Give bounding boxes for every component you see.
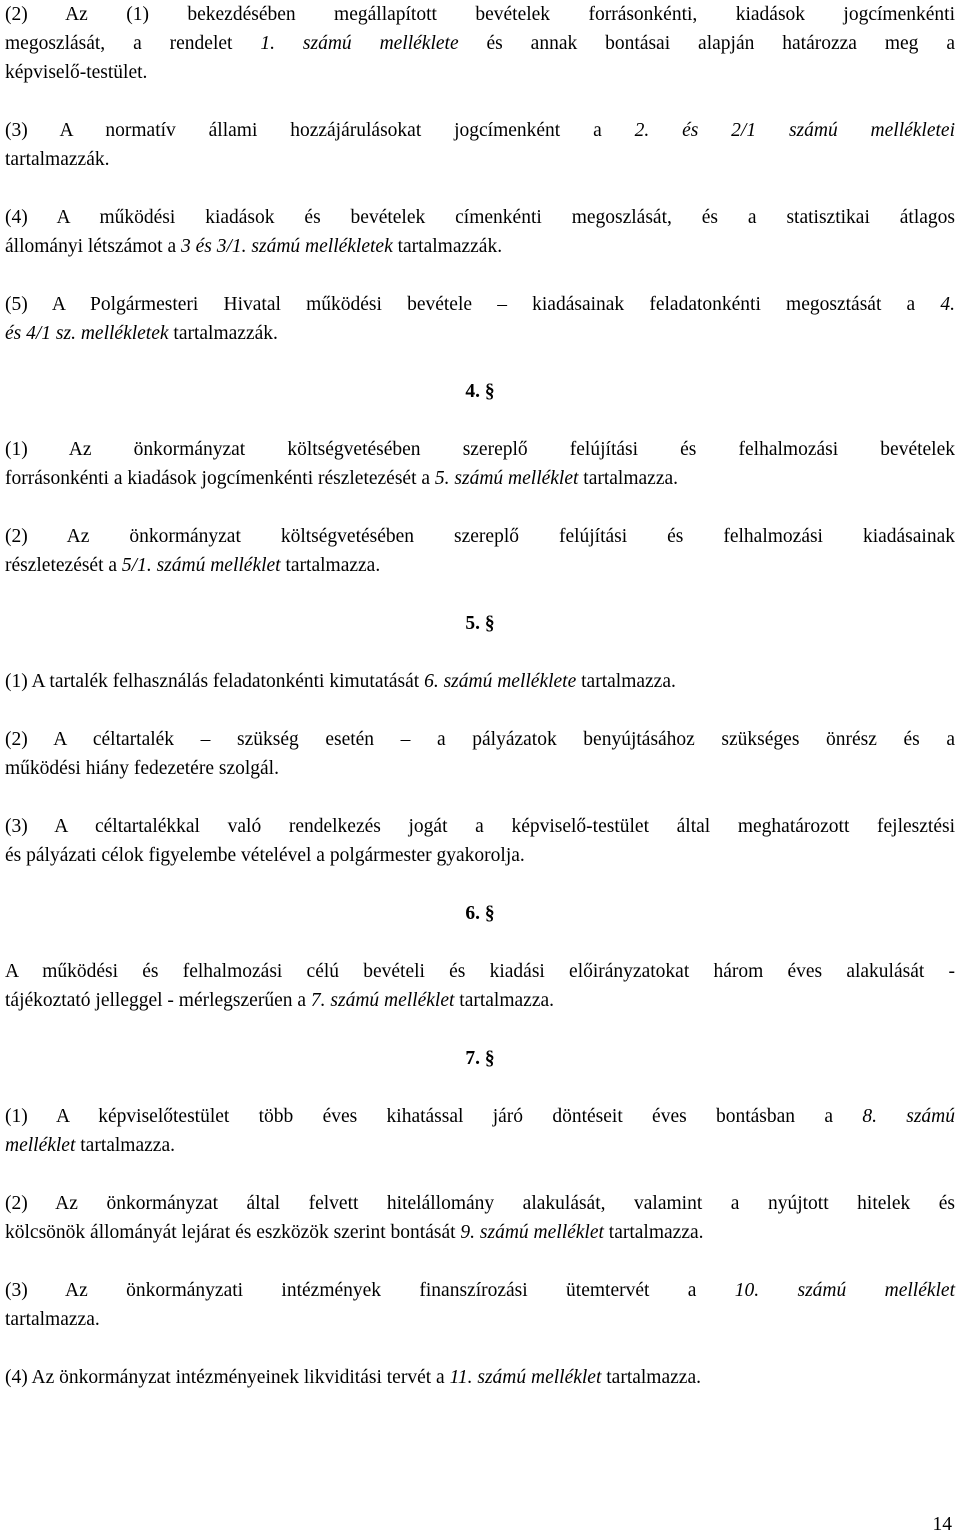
paragraph-line — [5, 290, 955, 319]
paragraph-p5 — [5, 290, 955, 348]
paragraph-s4p1 — [5, 435, 955, 493]
paragraph-s7p3 — [5, 1276, 955, 1334]
text-run: tartalmazza. — [454, 990, 555, 1011]
paragraph-line — [5, 986, 955, 1015]
paragraph-line — [5, 435, 955, 464]
paragraph-line — [5, 1305, 955, 1334]
paragraph-s5p2 — [5, 725, 955, 783]
text-run: (2) A céltartalék – szükség esetén – a pályázatok benyújtásához szükséges önrész és a — [5, 729, 955, 750]
text-run: forrásonkénti a kiadások jogcímenkénti részletezését a — [5, 468, 435, 489]
text-run: részletezését a — [5, 555, 122, 576]
text-run: és annak bontásai alapján határozza meg a — [458, 33, 955, 54]
text-run: (3) A normatív állami hozzájárulásokat jogcímenként a — [5, 120, 635, 141]
paragraph-s4p2 — [5, 522, 955, 580]
paragraph-line — [5, 232, 955, 261]
annex-reference: 2. és 2/1 számú mellékletei — [634, 120, 956, 141]
annex-reference: 10. számú melléklet — [734, 1280, 955, 1301]
paragraph-line — [5, 812, 955, 841]
section-4-heading — [5, 377, 955, 406]
text-run: tájékoztató jelleggel - mérlegszerűen a — [5, 990, 311, 1011]
paragraph-line — [5, 754, 955, 783]
paragraph-line — [5, 1102, 955, 1131]
annex-reference: 8. számú — [862, 1106, 955, 1127]
paragraph-s5p3 — [5, 812, 955, 870]
paragraph-line — [5, 522, 955, 551]
paragraph-line — [5, 0, 955, 29]
text-run: (4) Az önkormányzat intézményeinek likviditási tervét a — [5, 1367, 450, 1388]
page-number: 14 — [932, 1514, 952, 1535]
text-run: (1) A tartalék felhasználás feladatonkénti kimutatását — [5, 671, 425, 692]
text-run: tartalmazza. — [603, 1222, 704, 1243]
annex-reference: 6. számú melléklete — [424, 671, 577, 692]
paragraph-line — [5, 957, 955, 986]
paragraph-line — [5, 1363, 955, 1392]
section-7-heading-text: 7. § — [465, 1048, 495, 1069]
paragraph-s7p4 — [5, 1363, 955, 1392]
text-run: (3) Az önkormányzati intézmények finanszírozási ütemtervét a — [5, 1280, 735, 1301]
annex-reference: 4. — [940, 294, 955, 315]
annex-reference: 9. számú melléklet — [460, 1222, 604, 1243]
paragraph-line — [5, 551, 955, 580]
paragraph-line — [5, 203, 955, 232]
paragraph-line — [5, 667, 955, 696]
paragraph-s7p2 — [5, 1189, 955, 1247]
text-run: (2) Az (1) bekezdésében megállapított bevételek forrásonkénti, kiadások jogcímenkénti — [5, 4, 955, 25]
paragraph-line — [5, 145, 955, 174]
document-page — [5, 0, 955, 1421]
paragraph-line — [5, 29, 955, 58]
paragraph-line — [5, 319, 955, 348]
section-5-heading — [5, 609, 955, 638]
paragraph-p2 — [5, 0, 955, 87]
paragraph-line — [5, 464, 955, 493]
section-6-heading — [5, 899, 955, 928]
paragraph-line — [5, 1189, 955, 1218]
paragraph-p4 — [5, 203, 955, 261]
paragraph-p3 — [5, 116, 955, 174]
section-6-heading-text: 6. § — [465, 903, 495, 924]
section-7-heading — [5, 1044, 955, 1073]
section-4-heading-text: 4. § — [465, 381, 495, 402]
text-run: tartalmazza. — [5, 1309, 100, 1330]
text-run: tartalmazza. — [578, 468, 679, 489]
paragraph-line — [5, 58, 955, 87]
annex-reference: melléklet — [5, 1135, 76, 1156]
text-run: megoszlását, a rendelet — [5, 33, 261, 54]
text-run: tartalmazzák. — [392, 236, 503, 257]
section-4-paragraphs — [5, 435, 955, 580]
text-run: képviselő-testület. — [5, 62, 148, 83]
text-run: (1) A képviselőtestület több éves kihatással járó döntéseit éves bontásban a — [5, 1106, 863, 1127]
paragraph-s7p1 — [5, 1102, 955, 1160]
text-run: tartalmazza. — [75, 1135, 175, 1156]
paragraph-s6p1 — [5, 957, 955, 1015]
text-run: (1) Az önkormányzat költségvetésében szereplő felújítási és felhalmozási bevételek — [5, 439, 955, 460]
section-5-paragraphs — [5, 667, 955, 870]
annex-reference: 11. számú melléklet — [449, 1367, 602, 1388]
text-run: tartalmazza. — [280, 555, 381, 576]
annex-reference: 5/1. számú melléklet — [121, 555, 281, 576]
intro-paragraphs — [5, 0, 955, 348]
paragraph-line — [5, 116, 955, 145]
text-run: (5) A Polgármesteri Hivatal működési bevétele – kiadásainak feladatonkénti megosztását a — [5, 294, 941, 315]
paragraph-line — [5, 1276, 955, 1305]
paragraph-line — [5, 1131, 955, 1160]
text-run: (2) Az önkormányzat által felvett hitelállomány alakulását, valamint a nyújtott hitelek és — [5, 1193, 955, 1214]
annex-reference: 7. számú melléklet — [310, 990, 455, 1011]
text-run: állományi létszámot a — [5, 236, 181, 257]
paragraph-line — [5, 1218, 955, 1247]
text-run: tartalmazzák. — [5, 149, 110, 170]
text-run: (3) A céltartalékkal való rendelkezés jogát a képviselő-testület által meghatározott fejlesztési — [5, 816, 955, 837]
text-run: (4) A működési kiadások és bevételek címenkénti megoszlását, és a statisztikai átlagos — [5, 207, 955, 228]
text-run: működési hiány fedezetére szolgál. — [5, 758, 279, 779]
annex-reference: és 4/1 sz. mellékletek — [5, 323, 169, 344]
section-5-heading-text: 5. § — [465, 613, 495, 634]
annex-reference: 5. számú melléklet — [434, 468, 579, 489]
annex-reference: 1. számú melléklete — [260, 33, 459, 54]
text-run: és pályázati célok figyelembe vételével a polgármester gyakorolja. — [5, 845, 525, 866]
section-6-paragraphs — [5, 957, 955, 1015]
text-run: tartalmazza. — [576, 671, 676, 692]
paragraph-line — [5, 725, 955, 754]
text-run: (2) Az önkormányzat költségvetésében szereplő felújítási és felhalmozási kiadásainak — [5, 526, 955, 547]
text-run: kölcsönök állományát lejárat és eszközök szerint bontását — [5, 1222, 461, 1243]
paragraph-line — [5, 841, 955, 870]
text-run: A működési és felhalmozási célú bevételi és kiadási előirányzatokat három éves alakulását - — [5, 961, 955, 982]
annex-reference: 3 és 3/1. számú mellékletek — [181, 236, 393, 257]
section-7-paragraphs — [5, 1102, 955, 1392]
text-run: tartalmazza. — [601, 1367, 701, 1388]
text-run: tartalmazzák. — [168, 323, 278, 344]
paragraph-s5p1 — [5, 667, 955, 696]
